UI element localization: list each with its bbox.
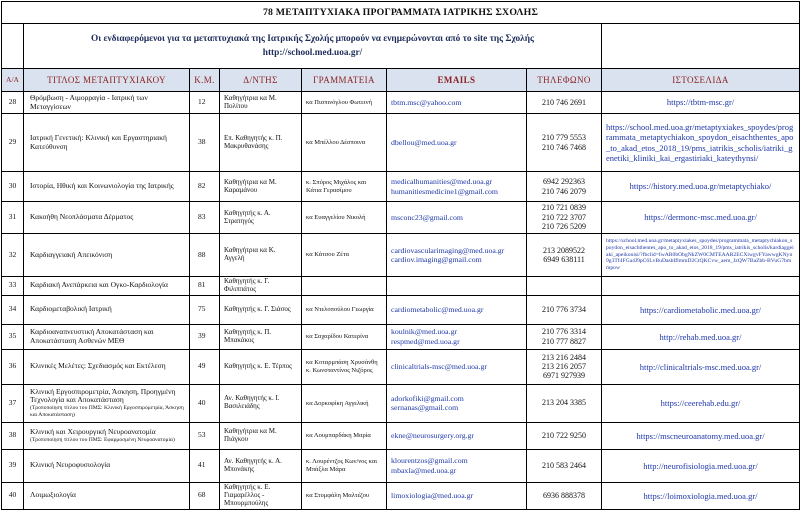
- km-cell: [190, 349, 220, 384]
- table-row: [2, 482, 800, 509]
- km-cell: [190, 277, 220, 296]
- program-title-cell: [24, 295, 190, 324]
- email-link[interactable]: limoxiologia@med.uoa.gr: [391, 491, 474, 501]
- secretariat-cell: [302, 449, 387, 482]
- director-cell: [220, 449, 302, 482]
- email-link[interactable]: humanitiesmedicine1@gmail.com: [391, 186, 498, 196]
- email-link[interactable]: medicalhumanities@med.uoa.gr: [391, 177, 493, 187]
- website-cell: [602, 449, 800, 482]
- website-link[interactable]: https://tbtm-msc.gr/: [666, 97, 735, 108]
- phone-number: 210 721 0839: [542, 203, 586, 213]
- website-link[interactable]: https://ceerehab.edu.gr/: [660, 398, 741, 409]
- phone-number: 213 2089522: [543, 245, 585, 255]
- director-cell: [220, 202, 302, 234]
- row-number-cell: [2, 422, 24, 449]
- km-cell: [190, 422, 220, 449]
- website-link[interactable]: https://history.med.uoa.gr/metaptychiako/: [629, 181, 772, 192]
- km-cell: [190, 449, 220, 482]
- director: Καθηγήτρια κα Κ. Αγγελή: [224, 246, 276, 262]
- director: Αν. Καθηγητής κ. Ι. Βασιλειάδης: [224, 394, 280, 411]
- website-cell: [602, 384, 800, 422]
- program-title-note: (Τροποποίηση τίτλου του ΠΜΣ: Εφαρμοσμένη Νευροανατομία): [30, 436, 175, 443]
- phone-number: 6942 292363: [543, 177, 585, 187]
- director-cell: [220, 422, 302, 449]
- website-link[interactable]: https://cardiometabolic.med.uoa.gr/: [639, 304, 762, 315]
- km-value: 53: [198, 430, 206, 440]
- secretariat-cell: [302, 277, 387, 296]
- website-cell: [602, 114, 800, 172]
- km-value: 49: [198, 361, 206, 371]
- secretariat-cell: [302, 295, 387, 324]
- table-row: [2, 172, 800, 202]
- director: Καθηγήτρια κα Μ. Πιάγκου: [224, 426, 277, 443]
- phone-number: 210 722 3707: [542, 212, 586, 222]
- row-number-cell: [2, 349, 24, 384]
- emails-cell: [387, 92, 527, 114]
- phones-cell: [527, 449, 602, 482]
- intro-row: [2, 24, 800, 69]
- email-link[interactable]: dbellou@med.uoa.gr: [391, 137, 457, 147]
- program-title-cell: [24, 349, 190, 384]
- phone-number: 213 204 3385: [542, 398, 586, 408]
- phones-cell: [527, 349, 602, 384]
- program-rows: [2, 92, 800, 510]
- phone-number: 210 776 3314: [542, 327, 586, 337]
- program-title-note: (Τροποποίηση τίτλου του ΠΜΣ: Κλινική Εργοσπιρομετρία, Άσκηση και Αποκατάσταση): [30, 405, 184, 418]
- secretariat-cell: [302, 202, 387, 234]
- phone-number: 213 216 2057: [542, 361, 586, 371]
- email-link[interactable]: cardiometabolic@med.uoa.gr: [391, 305, 484, 315]
- km-cell: [190, 172, 220, 202]
- director: Καθηγήτρια κα Μ. Πολίτου: [224, 93, 277, 110]
- km-value: 12: [198, 97, 206, 107]
- emails-cell: [387, 449, 527, 482]
- row-number-cell: [2, 449, 24, 482]
- secretariat-cell: [302, 234, 387, 277]
- website-cell: [602, 92, 800, 114]
- col-header-title: ΤΙΤΛΟΣ ΜΕΤΑΠΤΥΧΙΑΚΟΥ: [24, 69, 190, 92]
- table-row: [2, 114, 800, 172]
- km-value: 75: [198, 304, 206, 314]
- email-link[interactable]: adorkofiki@gmail.com: [391, 393, 464, 403]
- table-row: [2, 422, 800, 449]
- program-title-cell: [24, 92, 190, 114]
- row-number: 37: [8, 397, 17, 407]
- intro-right-cell: [602, 24, 800, 69]
- website-cell: [602, 482, 800, 509]
- website-link[interactable]: https://school.med.uoa.gr/metaptyxiakes_spoydes/programmata_metaptychiakon_spoydon_eisachthentes_apo_to_akad_etos_2018_19/pms_iatrikis_scholis/iatriki_genetiki_kliniki_kai_ergastiriaki_kateythynsi/: [606, 122, 794, 163]
- emails-cell: [387, 295, 527, 324]
- director-cell: [220, 172, 302, 202]
- director: Καθηγητής κ. Α. Στρατηγός: [224, 208, 271, 225]
- email-link[interactable]: tbtm.msc@yahoo.com: [391, 97, 462, 107]
- email-link[interactable]: msconc23@gmail.com: [391, 212, 463, 222]
- emails-cell: [387, 234, 527, 277]
- website-link[interactable]: https://school.med.uoa.gr/metaptyxiakes_spoydes/programmata_metaptychiakon_spoydon_eisachthentes_apo_to_akad_etos_2018_19/pms_iatrikis_scholis/kardiaggeiaki_apeikonisi/?fbclid=IwAR0bObgNkZW0CMTEAAR2ECXiwgvFYawwgKNyn9g3Tf4FGa4J9pC6LvBuDasbIflmmD2CtQKCvw_aem_JzQW7BaZbb-BVuG7bmmpow: [606, 238, 794, 272]
- phone-number: 210 746 2079: [542, 186, 586, 196]
- director-cell: [220, 295, 302, 324]
- website-link[interactable]: http://rehab.med.uoa.gr/: [659, 331, 742, 342]
- website-link[interactable]: https://loimoxiologia.med.uoa.gr/: [643, 490, 758, 501]
- col-header-secretariat: ΓΡΑΜΜΑΤΕΙΑ: [302, 69, 387, 92]
- table-row: [2, 324, 800, 349]
- km-value: 41: [198, 460, 206, 470]
- row-number: 38: [8, 430, 17, 440]
- website-cell: [602, 295, 800, 324]
- row-number-cell: [2, 384, 24, 422]
- program-title: Ιστορία, Ηθική και Κοινωνιολογία της Ιατρικής: [30, 181, 174, 191]
- secretariat-cell: [302, 349, 387, 384]
- website-cell: [602, 422, 800, 449]
- emails-cell: [387, 277, 527, 296]
- row-number: 30: [8, 181, 17, 191]
- phone-number: 6949 638111: [543, 255, 585, 264]
- program-title-cell: [24, 202, 190, 234]
- program-title: Κλινική Νευροφυσιολογία: [30, 460, 111, 470]
- program-title: Καρδιαγγειακή Απεικόνιση: [30, 249, 113, 259]
- program-title: Κλινική Εργοσπιρομετρία, Άσκηση, Προηγμένη Τεχνολογία και Αποκατάσταση: [30, 386, 176, 405]
- table-row: [2, 449, 800, 482]
- km-cell: [190, 114, 220, 172]
- secretariat: κα Πισπινόγλου Φωτεινή: [306, 98, 372, 106]
- emails-cell: [387, 114, 527, 172]
- website-link[interactable]: http://clinicaltrials-msc.med.uoa.gr/: [639, 361, 762, 372]
- table-row: [2, 277, 800, 296]
- secretariat: κα Δορκοφίκη Αγγελική: [306, 399, 369, 407]
- row-number-cell: [2, 172, 24, 202]
- phones-cell: [527, 114, 602, 172]
- email-link[interactable]: sernanas@gmail.com: [391, 403, 459, 413]
- website-cell: [602, 172, 800, 202]
- secretariat-cell: [302, 92, 387, 114]
- phones-cell: [527, 172, 602, 202]
- km-value: 38: [198, 137, 206, 147]
- email-link[interactable]: koulnik@med.uoa.gr: [391, 327, 458, 337]
- director-cell: [220, 482, 302, 509]
- document-sheet: [1, 1, 799, 510]
- secretariat-cell: [302, 384, 387, 422]
- secretariat: κα Κοταρμπάση Χρυσάνθη κ. Κωνσταντίνος Νιζόρος: [306, 359, 378, 374]
- row-number-cell: [2, 92, 24, 114]
- program-title: Καρδιομεταβολική Ιατρική: [30, 304, 112, 314]
- table-row: [2, 349, 800, 384]
- email-link[interactable]: respmed@med.uoa.gr: [391, 336, 460, 346]
- secretariat-cell: [302, 324, 387, 349]
- program-title: Θρόμβωση - Αιμορραγία - Ιατρική των Μεταγγίσεων: [30, 92, 148, 111]
- programs-table: [1, 1, 800, 510]
- director: Επ. Καθηγητής κ. Π. Μακρυθανάσης: [224, 133, 283, 150]
- director-cell: [220, 277, 302, 296]
- director-cell: [220, 324, 302, 349]
- secretariat-cell: [302, 422, 387, 449]
- km-value: 40: [198, 397, 206, 407]
- emails-cell: [387, 202, 527, 234]
- phone-number: 210 722 9250: [542, 430, 586, 440]
- row-number-cell: [2, 277, 24, 296]
- secretariat: κα Σαχαρίδου Κατερίνα: [306, 333, 369, 341]
- program-title-cell: [24, 482, 190, 509]
- emails-cell: [387, 482, 527, 509]
- program-title-cell: [24, 449, 190, 482]
- table-row: [2, 384, 800, 422]
- program-title-cell: [24, 324, 190, 349]
- program-title: Καρδιακή Ανεπάρκεια και Ογκο-Καρδιολογία: [30, 280, 168, 290]
- phones-cell: [527, 384, 602, 422]
- row-number: 35: [8, 331, 17, 341]
- program-title: Λοιμωξιολογία: [30, 490, 76, 500]
- secretariat: κα Ντελοπούλου Γεωργία: [306, 306, 374, 314]
- column-header-row: [2, 69, 800, 92]
- website-cell: [602, 202, 800, 234]
- program-title-cell: [24, 277, 190, 296]
- website-link[interactable]: http://neurofisiologia.med.uoa.gr/: [643, 460, 758, 471]
- phone-number: 210 746 7468: [542, 142, 586, 152]
- program-title: Καρδιοαναπνευστική Αποκατάσταση και Αποκατάσταση Ασθενών ΜΕΘ: [30, 326, 154, 345]
- phone-number: 210 583 2464: [542, 460, 586, 470]
- emails-cell: [387, 422, 527, 449]
- km-value: 39: [198, 331, 206, 341]
- col-header-director: Δ/ΝΤΗΣ: [220, 69, 302, 92]
- secretariat-cell: [302, 114, 387, 172]
- intro-cell: [24, 24, 602, 69]
- km-value: 68: [198, 490, 206, 500]
- row-number-cell: [2, 324, 24, 349]
- phones-cell: [527, 234, 602, 277]
- row-number-cell: [2, 234, 24, 277]
- secretariat: κα Κάτσου Ζέτα: [306, 251, 350, 259]
- km-cell: [190, 92, 220, 114]
- phone-number: 210 777 8827: [542, 336, 586, 346]
- row-number-cell: [2, 482, 24, 509]
- table-heading: [2, 2, 800, 92]
- director-cell: [220, 92, 302, 114]
- director: Καθηγητής κ. Γ. Φιλιππάτος: [224, 277, 270, 293]
- director: Καθηγητής κ. Γ. Σιάσος: [224, 304, 291, 313]
- director-cell: [220, 114, 302, 172]
- phone-number: 6936 888378: [543, 490, 585, 500]
- email-link[interactable]: cardiov.imaging@gmail.com: [391, 255, 482, 264]
- website-link[interactable]: https://mscneuroanatomy.med.uoa.gr/: [636, 430, 765, 441]
- km-value: 81: [198, 280, 206, 290]
- col-header-website: ΙΣΤΟΣΕΛΙΔΑ: [602, 69, 800, 92]
- program-title: Κακοήθη Νεοπλάσματα Δέρματος: [30, 212, 134, 222]
- row-number-cell: [2, 114, 24, 172]
- secretariat: κα Στυμφάλη Μαλτέζου: [306, 492, 370, 500]
- table-row: [2, 234, 800, 277]
- title-row: [2, 2, 800, 24]
- col-header-emails: EMAILS: [387, 69, 527, 92]
- row-number-cell: [2, 295, 24, 324]
- table-row: [2, 92, 800, 114]
- row-number: 28: [8, 97, 17, 107]
- director: Καθηγήτρια κα Μ. Καραμάνου: [224, 177, 277, 194]
- secretariat: κα Μπέλλου Δέσποινα: [306, 138, 366, 146]
- phone-number: 210 779 5553: [542, 133, 586, 143]
- phones-cell: [527, 422, 602, 449]
- row-number-cell: [2, 202, 24, 234]
- phone-number: 210 776 3734: [542, 304, 586, 314]
- program-title: Κλινικές Μελέτες: Σχεδιασμός και Εκτέλεση: [30, 361, 166, 371]
- director: Καθηγητής κ. Π. Μπακάκος: [224, 327, 272, 344]
- program-title: Κλινική και Χειρουργική Νευροανατομία: [30, 426, 156, 436]
- email-link[interactable]: cardiovascularimaging@med.uoa.gr: [391, 245, 505, 255]
- phones-cell: [527, 482, 602, 509]
- intro-text: Οι ενδιαφερόμενοι για τα μεταπτυχιακά της Ιατρικής Σχολής μπορούν να ενημερώνονται από το site της Σχολής: [91, 33, 534, 44]
- secretariat-cell: [302, 172, 387, 202]
- km-cell: [190, 482, 220, 509]
- row-number: 40: [8, 490, 17, 500]
- website-cell: [602, 277, 800, 296]
- phone-number: 213 216 2484: [542, 352, 586, 362]
- director: Αν. Καθηγητής κ. Α. Μπονάκης: [224, 456, 282, 473]
- phone-number: 210 746 2691: [542, 97, 586, 107]
- col-header-km: Κ.Μ.: [190, 69, 220, 92]
- school-link[interactable]: http://school.med.uoa.gr/: [262, 47, 363, 58]
- km-cell: [190, 384, 220, 422]
- km-value: 88: [198, 249, 206, 259]
- col-header-aa: Α/Α: [2, 69, 24, 92]
- phones-cell: [527, 202, 602, 234]
- phone-number: 6971 927939: [543, 371, 585, 381]
- website-cell: [602, 324, 800, 349]
- row-number: 32: [8, 249, 17, 259]
- director: Καθηγητής κ. Ε. Γιαμαρέλλος - Μπουρμπούλης: [224, 482, 271, 507]
- row-number: 36: [8, 361, 17, 371]
- km-cell: [190, 295, 220, 324]
- phones-cell: [527, 92, 602, 114]
- emails-cell: [387, 172, 527, 202]
- table-row: [2, 295, 800, 324]
- email-link[interactable]: ekne@neurosurgery.org.gr: [391, 431, 475, 441]
- secretariat: κα Λουμπαρδάκη Μαρία: [306, 432, 371, 440]
- page-title-text: 78 ΜΕΤΑΠΤΥΧΙΑΚΑ ΠΡΟΓΡΑΜΜΑΤΑ ΙΑΤΡΙΚΗΣ ΣΧΟΛΗΣ: [262, 6, 539, 18]
- phone-number: 210 726 5209: [542, 222, 586, 232]
- km-value: 83: [198, 212, 206, 222]
- row-number: 34: [8, 304, 17, 314]
- col-header-phone: ΤΗΛΕΦΩΝΟ: [527, 69, 602, 92]
- row-number: 29: [8, 137, 17, 147]
- table-row: [2, 202, 800, 234]
- row-number: 33: [8, 280, 17, 290]
- secretariat-cell: [302, 482, 387, 509]
- director-cell: [220, 234, 302, 277]
- emails-cell: [387, 384, 527, 422]
- secretariat: κα Ευαγγελίου Νικολή: [306, 213, 366, 221]
- page-title: [2, 2, 800, 24]
- director: Καθηγητής κ. Ε. Τέρπος: [224, 361, 292, 370]
- row-number: 39: [8, 460, 17, 470]
- website-cell: [602, 234, 800, 277]
- row-number: 31: [8, 212, 17, 222]
- intro-left-cell: [2, 24, 24, 69]
- program-title-cell: [24, 384, 190, 422]
- phones-cell: [527, 295, 602, 324]
- website-link[interactable]: https://dermonc-msc.med.uoa.gr/: [644, 212, 757, 223]
- program-title-cell: [24, 172, 190, 202]
- email-link[interactable]: mbaxla@med.uoa.gr: [391, 465, 457, 475]
- emails-cell: [387, 324, 527, 349]
- secretariat: κ. Σπύρος Μιχάλος και Κάτια Γερασίμου: [306, 179, 367, 194]
- secretariat: κ. Λουρέντζος Κων/νος και Μπάξλα Μάρα: [306, 458, 378, 473]
- director-cell: [220, 384, 302, 422]
- website-cell: [602, 349, 800, 384]
- emails-cell: [387, 349, 527, 384]
- phones-cell: [527, 277, 602, 296]
- km-cell: [190, 202, 220, 234]
- program-title: Ιατρική Γενετική: Κλινική και Εργαστηριακή Κατεύθυνση: [30, 132, 167, 151]
- km-cell: [190, 234, 220, 277]
- km-cell: [190, 324, 220, 349]
- director-cell: [220, 349, 302, 384]
- program-title-cell: [24, 422, 190, 449]
- email-link[interactable]: klourentzos@gmail.com: [391, 456, 468, 466]
- km-value: 82: [198, 181, 206, 191]
- program-title-cell: [24, 114, 190, 172]
- email-link[interactable]: clinicaltrials-msc@med.uoa.gr: [391, 362, 487, 372]
- phones-cell: [527, 324, 602, 349]
- program-title-cell: [24, 234, 190, 277]
